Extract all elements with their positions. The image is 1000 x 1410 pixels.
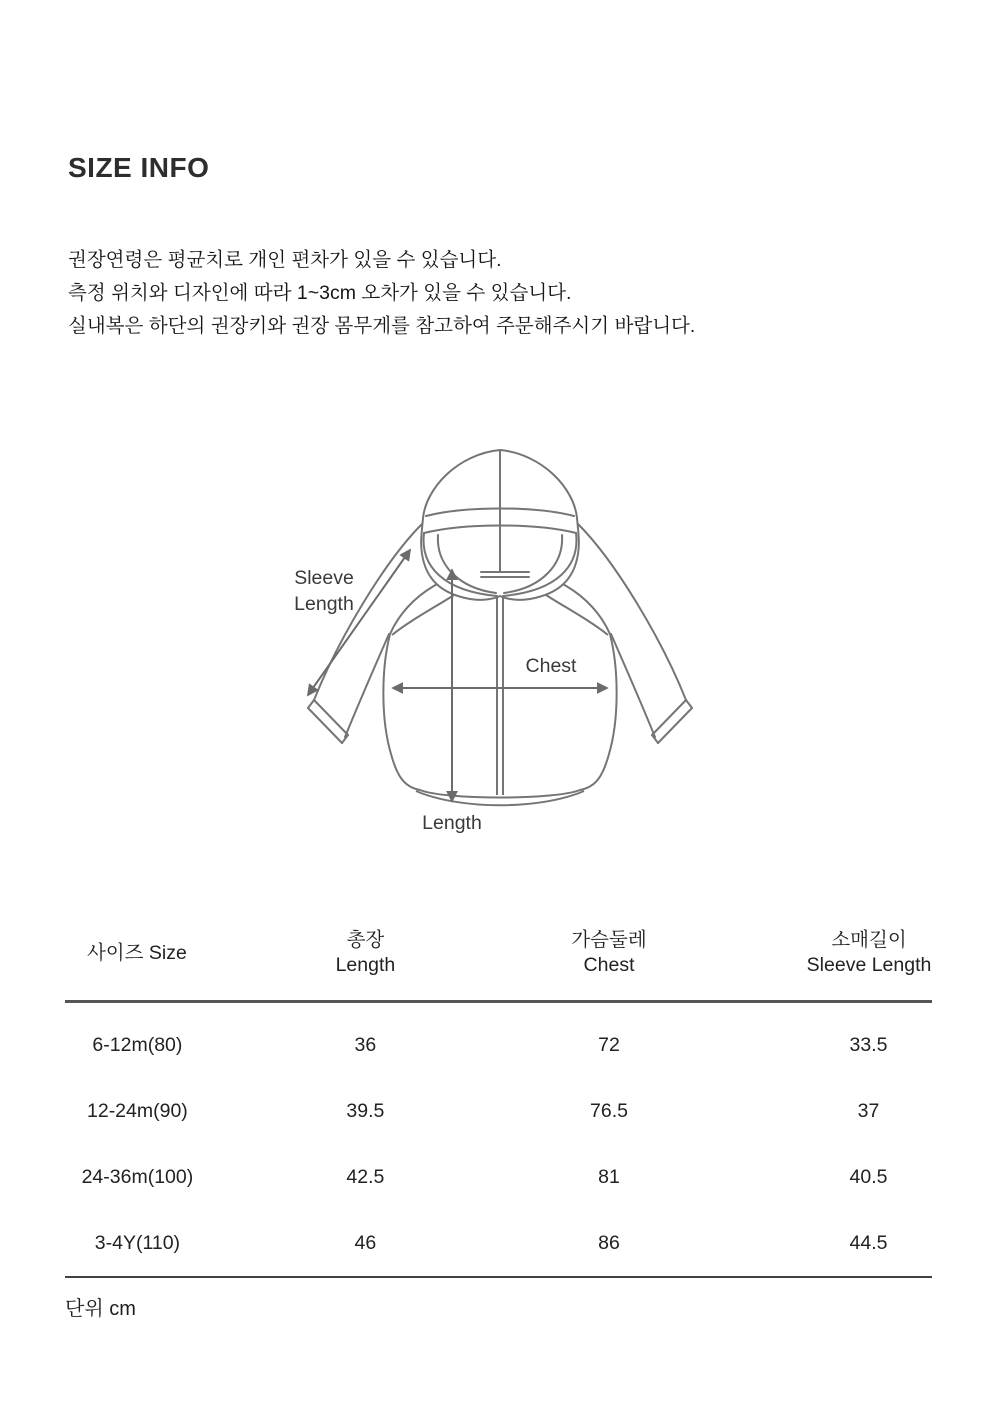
length-cell: 39.5 [346, 1099, 385, 1122]
chest-cell: 81 [598, 1165, 620, 1188]
note-line: 권장연령은 평균치로 개인 편차가 있을 수 있습니다. [68, 249, 502, 271]
chest-cell: 72 [598, 1033, 620, 1056]
header-row [65, 916, 932, 1002]
length-label: Length [422, 812, 482, 834]
size-table [65, 916, 932, 1278]
note-line: 측정 위치와 디자인에 따라 1~3cm 오차가 있을 수 있습니다. [68, 282, 572, 304]
chest-label: Chest [525, 655, 577, 677]
note-line: 실내복은 하단의 권장키와 권장 몸무게를 참고하여 주문해주시기 바랍니다. [68, 315, 696, 337]
table-row [65, 1002, 932, 1079]
sleeve-cell: 44.5 [736, 1210, 932, 1277]
col-header-size: 사이즈 Size [65, 916, 249, 1002]
col-header-chest: 가슴둘레 Chest [482, 916, 736, 1002]
col-header-sleeve-length: 소매길이 Sleeve Length [736, 916, 932, 1002]
table-row [65, 1078, 932, 1144]
chest-cell: 76.5 [590, 1099, 628, 1122]
sleeve-length-label: Sleeve Length [294, 567, 354, 615]
length-cell: 42.5 [346, 1165, 385, 1188]
sleeve-cell: 40.5 [849, 1165, 888, 1188]
sleeve-cell: 37 [857, 1099, 880, 1122]
measurement-diagram [280, 438, 720, 850]
size-cell: 24-36m(100) [81, 1165, 194, 1188]
size-notes [68, 244, 695, 343]
sleeve-cell: 33.5 [849, 1033, 888, 1056]
table-row [65, 1210, 932, 1277]
length-cell: 36 [354, 1033, 377, 1056]
table-row [65, 1144, 932, 1210]
body-outline [383, 568, 616, 805]
hood [421, 450, 579, 600]
chest-cell: 86 [482, 1210, 736, 1277]
jacket-line-drawing [280, 438, 720, 850]
col-header-length: 총장 Length [249, 916, 482, 1002]
length-cell: 46 [249, 1210, 482, 1277]
size-table-section [65, 916, 932, 1321]
unit-note: 단위 cm [65, 1298, 136, 1320]
size-cell: 3-4Y(110) [65, 1210, 249, 1277]
size-cell: 12-24m(90) [87, 1099, 188, 1122]
page-title: SIZE INFO [68, 152, 210, 183]
size-cell: 6-12m(80) [92, 1033, 183, 1056]
